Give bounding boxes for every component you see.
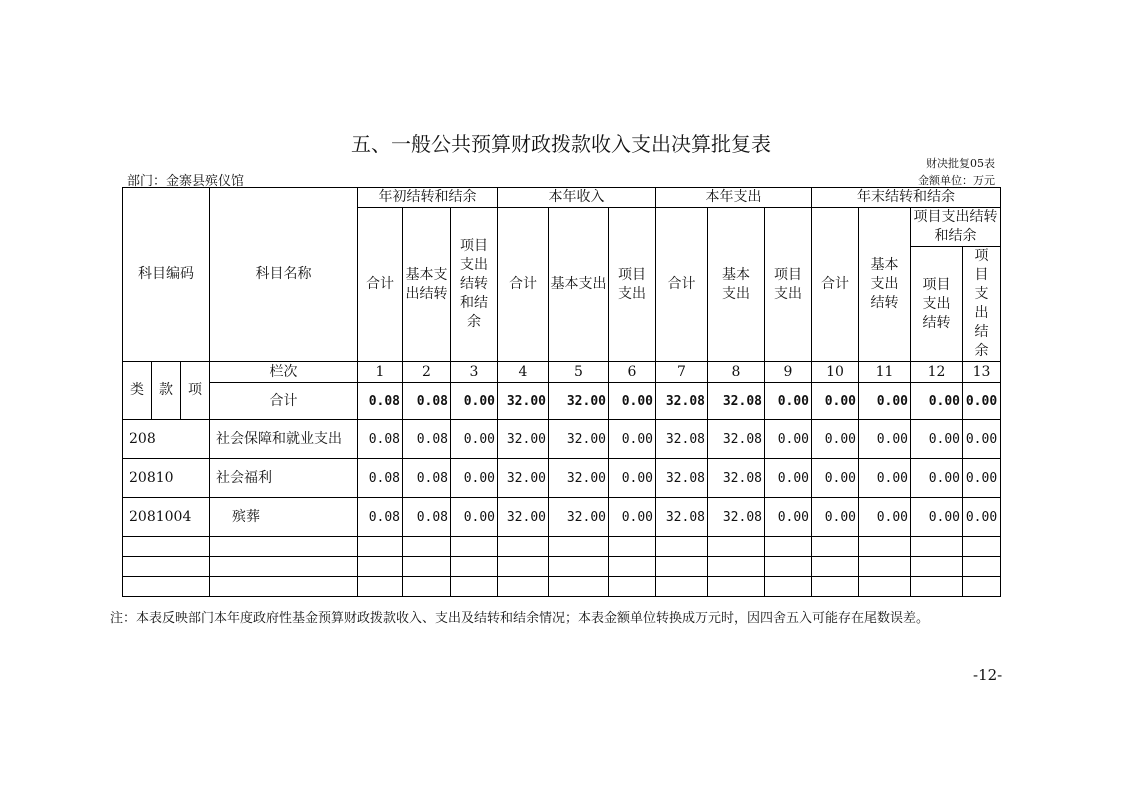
table-cell: 0.00	[963, 498, 1001, 537]
table-cell: 0.00	[609, 420, 656, 459]
header-end-proj-surplus: 项目支出结余	[963, 247, 1001, 362]
table-cell: 32.08	[656, 383, 708, 420]
table-cell: 0.00	[859, 459, 911, 498]
page-title: 五、一般公共预算财政拨款收入支出决算批复表	[351, 132, 771, 156]
budget-table	[122, 187, 1001, 597]
row-code: 20810	[123, 459, 210, 498]
header-name: 科目名称	[210, 188, 358, 362]
table-cell: 0.00	[451, 420, 498, 459]
header-group-expense: 本年支出	[656, 188, 812, 208]
header-end-basic-carry: 基本支出结转	[859, 208, 911, 362]
table-cell: 0.00	[911, 459, 963, 498]
header-expense-total: 合计	[656, 208, 708, 362]
table-cell: 0.08	[403, 420, 451, 459]
table-note: 注：本表反映部门本年度政府性基金预算财政拨款收入、支出及结转和结余情况；本表金额单位转换成万元时，因四舍五入可能存在尾数误差。	[110, 611, 930, 626]
table-cell: 0.00	[609, 459, 656, 498]
table-cell: 0.00	[765, 459, 812, 498]
table-cell: 0.00	[963, 420, 1001, 459]
col-number: 9	[765, 362, 812, 383]
table-row	[123, 459, 1001, 498]
table-cell: 0.00	[859, 498, 911, 537]
col-number: 4	[498, 362, 549, 383]
table-cell: 0.00	[451, 459, 498, 498]
table-cell: 0.00	[765, 383, 812, 420]
table-cell: 0.00	[451, 383, 498, 420]
table-cell: 0.00	[859, 383, 911, 420]
table-cell: 0.08	[358, 383, 403, 420]
header-group-income: 本年收入	[498, 188, 656, 208]
header-begin-proj-carry-surplus: 项目支出结转和结余	[451, 208, 498, 362]
form-number: 财决批复05表	[926, 157, 995, 170]
table-cell: 32.00	[498, 383, 549, 420]
row-name: 社会福利	[210, 459, 358, 498]
col-number: 7	[656, 362, 708, 383]
col-number: 11	[859, 362, 911, 383]
table-cell: 0.00	[609, 498, 656, 537]
table-cell: 0.00	[911, 498, 963, 537]
table-cell: 0.00	[451, 498, 498, 537]
empty-row	[123, 577, 1001, 597]
table-cell: 0.00	[963, 459, 1001, 498]
table-cell: 0.00	[609, 383, 656, 420]
table-cell: 32.08	[656, 459, 708, 498]
table-cell: 0.08	[358, 420, 403, 459]
header-income-basic: 基本支出	[549, 208, 609, 362]
header-end-proj-carry: 项目支出结转	[911, 247, 963, 362]
table-cell: 0.00	[765, 498, 812, 537]
col-number: 8	[708, 362, 765, 383]
table-cell: 32.00	[498, 459, 549, 498]
table-cell: 0.00	[812, 498, 859, 537]
header-expense-basic: 基本支出	[708, 208, 765, 362]
table-cell: 0.00	[859, 420, 911, 459]
col-number: 3	[451, 362, 498, 383]
table-cell: 32.00	[549, 383, 609, 420]
table-cell: 0.08	[403, 459, 451, 498]
header-lei: 类	[123, 362, 152, 420]
empty-row	[123, 557, 1001, 577]
table-cell: 32.00	[549, 459, 609, 498]
header-group-begin: 年初结转和结余	[358, 188, 498, 208]
col-number: 6	[609, 362, 656, 383]
col-number: 10	[812, 362, 859, 383]
col-number: 1	[358, 362, 403, 383]
header-income-project: 项目支出	[609, 208, 656, 362]
table-cell: 0.08	[403, 383, 451, 420]
table-cell: 0.00	[963, 383, 1001, 420]
header-end-project-group: 项目支出结转和结余	[911, 208, 1001, 247]
table-cell: 32.08	[708, 459, 765, 498]
table-cell: 0.08	[358, 498, 403, 537]
department-label: 部门：金寨县殡仪馆	[127, 174, 245, 189]
row-code: 208	[123, 420, 210, 459]
col-number: 12	[911, 362, 963, 383]
header-income-total: 合计	[498, 208, 549, 362]
col-number: 5	[549, 362, 609, 383]
table-cell: 0.08	[358, 459, 403, 498]
header-begin-total: 合计	[358, 208, 403, 362]
header-kuan: 款	[152, 362, 181, 420]
table-cell: 0.00	[911, 383, 963, 420]
row-code: 2081004	[123, 498, 210, 537]
unit-label: 金额单位：万元	[918, 174, 995, 187]
table-cell: 32.08	[708, 420, 765, 459]
table-cell: 32.08	[656, 498, 708, 537]
row-label-lanci: 栏次	[210, 362, 358, 383]
table-cell: 0.00	[812, 383, 859, 420]
col-number: 2	[403, 362, 451, 383]
table-row	[123, 498, 1001, 537]
table-row	[123, 420, 1001, 459]
header-xiang: 项	[181, 362, 210, 420]
table-cell: 32.00	[498, 420, 549, 459]
header-code: 科目编码	[123, 188, 210, 362]
table-cell: 32.00	[549, 420, 609, 459]
table-cell: 0.00	[765, 420, 812, 459]
header-expense-project: 项目支出	[765, 208, 812, 362]
table-cell: 32.08	[708, 498, 765, 537]
row-name: 殡葬	[210, 498, 358, 537]
table-cell: 0.08	[403, 498, 451, 537]
col-number: 13	[963, 362, 1001, 383]
table-cell: 0.00	[812, 420, 859, 459]
header-begin-basic-carry: 基本支出结转	[403, 208, 451, 362]
table-cell: 0.00	[812, 459, 859, 498]
table-cell: 32.00	[549, 498, 609, 537]
header-end-total: 合计	[812, 208, 859, 362]
table-cell: 32.08	[708, 383, 765, 420]
header-group-end: 年末结转和结余	[812, 188, 1001, 208]
total-row-label: 合计	[210, 383, 358, 420]
empty-row	[123, 537, 1001, 557]
table-cell: 32.08	[656, 420, 708, 459]
table-cell: 0.00	[911, 420, 963, 459]
table-cell: 32.00	[498, 498, 549, 537]
row-name: 社会保障和就业支出	[210, 420, 358, 459]
page-number: -12-	[973, 666, 1003, 684]
